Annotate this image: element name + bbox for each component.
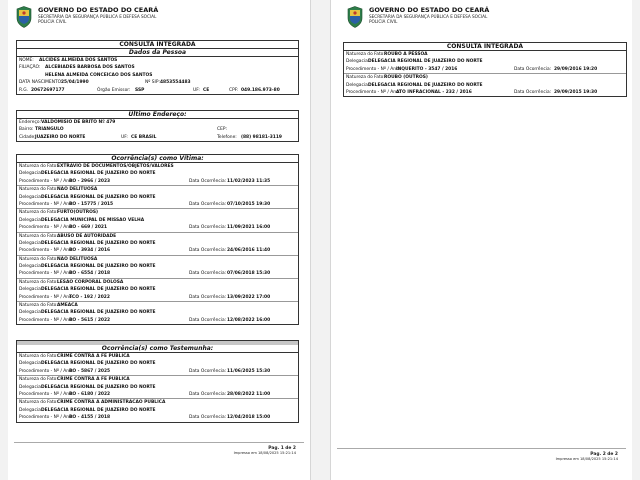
police-station: DELEGACIA REGIONAL DE JUAZEIRO DO NORTE — [41, 407, 156, 413]
procedure-row: Procedimento - Nº / Ano: BO - 6180 / 2022 Data Ocorrência: 28/08/2022 11:00 — [19, 391, 271, 397]
police-station: DELEGACIA REGIONAL DE JUAZEIRO DO NORTE — [41, 361, 156, 367]
police-station: DELEGACIA REGIONAL DE JUAZEIRO DO NORTE — [41, 287, 156, 293]
occurrence-date: 07/06/2018 15:30 — [227, 271, 271, 277]
nature-row: Natureza do Fato: NAO DELITUOSA — [19, 187, 98, 193]
procedure-number: ATO INFRACIONAL - 232 / 2016 — [396, 89, 472, 95]
document-page-2 — [330, 0, 632, 480]
person-data-box — [16, 40, 299, 95]
procedure-number: BO - 6554 / 2018 — [69, 271, 111, 277]
nature-row: Natureza do Fato: AMEACA — [19, 303, 78, 309]
uf: CE — [203, 87, 210, 93]
occurrence-entry — [344, 74, 626, 96]
person-section-title: Dados da Pessoa — [17, 49, 298, 57]
nature-row: Natureza do Fato: CRIME CONTRA A FE PUBLICA — [19, 354, 130, 359]
street-row: Endereço: VALDOMISIO DE BRITO Nº 479 — [19, 120, 116, 125]
footer-rule — [337, 448, 626, 449]
police-station: DELEGACIA REGIONAL DE JUAZEIRO DO NORTE — [41, 384, 156, 390]
occurrence-entry — [17, 209, 298, 232]
print-timestamp: Impresso em 18/08/2025 15:21:14 — [555, 457, 618, 461]
address-box — [16, 110, 299, 142]
document-page-1 — [8, 0, 311, 480]
government-title: GOVERNO DO ESTADO DO CEARÁ — [369, 6, 490, 14]
procedure-row: Procedimento - Nº / Ano: BO - 4155 / 2018 Data Ocorrência: 12/04/2018 15:00 — [19, 415, 271, 421]
print-timestamp: Impresso em 18/08/2025 15:21:14 — [233, 451, 296, 455]
document-row: R.G. 20672697177 Órgão Emissor: SSP UF: CE CPF: 049.186.973-80 — [19, 87, 280, 93]
page-header — [16, 6, 296, 32]
secretariat-name: SECRETARIA DA SEGURANÇA PÚBLICA E DEFESA SOCIAL — [38, 14, 157, 19]
phone: (88) 98181-3119 — [241, 134, 282, 140]
occurrence-entry — [17, 376, 298, 399]
station-row: Delegacia: DELEGACIA REGIONAL DE JUAZEIRO DO NORTE — [19, 264, 156, 270]
occurrence-entry — [17, 353, 298, 376]
occurrence-entry — [17, 399, 298, 421]
occurrence-entry — [17, 186, 298, 209]
occurrence-nature: CRIME CONTRA A FE PUBLICA — [57, 377, 130, 383]
occurrence-date: 13/09/2022 17:00 — [227, 294, 271, 300]
witness-occurrences-box — [16, 340, 299, 423]
victim-section-title: Ocorrência(s) como Vítima: — [17, 155, 298, 163]
station-row: Delegacia: DELEGACIA REGIONAL DE JUAZEIRO DO NORTE — [346, 82, 483, 88]
footer-rule — [14, 442, 304, 443]
page-number: Pag. 2 de 2 — [590, 452, 618, 457]
procedure-row: Procedimento - Nº / Ano: BO - 2966 / 2023 Data Ocorrência: 11/02/2023 11:35 — [19, 178, 271, 184]
police-station: DELEGACIA REGIONAL DE JUAZEIRO DO NORTE — [41, 264, 156, 270]
procedure-number: BO - 2966 / 2023 — [69, 178, 111, 184]
name-row: NOME: ALCIDES ALMEIDA DOS SANTOS — [19, 58, 118, 63]
father-row: FILIAÇÃO: ALCEBIADES BARBOSA DOS SANTOS — [19, 65, 135, 71]
district-row: Bairro: TRIANGULO CEP: — [19, 127, 227, 133]
nature-row: Natureza do Fato: ROUBO A PESSOA — [346, 52, 428, 57]
station-row: Delegacia: DELEGACIA REGIONAL DE JUAZEIRO DO NORTE — [19, 407, 156, 413]
occurrence-date: 11/02/2023 11:35 — [227, 178, 271, 184]
city: JUAZEIRO DO NORTE — [35, 134, 86, 140]
district: TRIANGULO — [35, 127, 64, 133]
occurrence-entry — [17, 256, 298, 279]
occurrence-date: 28/08/2022 11:00 — [227, 391, 271, 397]
procedure-number: INQUERITO - 3547 / 2016 — [396, 66, 458, 72]
nature-row: Natureza do Fato: CRIME CONTRA A ADMINISTRACAO PUBLICA — [19, 400, 166, 406]
nature-row: Natureza do Fato: ROUBO (OUTROS) — [346, 75, 428, 81]
nature-row: Natureza do Fato: EXTRAVIO DE DOCUMENTOS/OBJETOS/VALORES — [19, 164, 174, 169]
occurrence-date: 12/08/2022 16:00 — [227, 317, 271, 323]
occurrence-nature: ROUBO A PESSOA — [384, 52, 428, 57]
occurrence-nature: CRIME CONTRA A ADMINISTRACAO PUBLICA — [57, 400, 166, 406]
occurrence-entry — [344, 51, 626, 74]
police-station: DELEGACIA REGIONAL DE JUAZEIRO DO NORTE — [368, 59, 483, 65]
procedure-row: Procedimento - Nº / Ano: BO - 5867 / 2025 Data Ocorrência: 11/06/2025 15:30 — [19, 368, 271, 374]
page-footer — [556, 452, 618, 462]
person-name: ALCIDES ALMEIDA DOS SANTOS — [39, 58, 118, 63]
occurrence-nature: FURTO(OUTROS) — [57, 210, 99, 216]
occurrence-entry — [17, 163, 298, 186]
street: VALDOMISIO DE BRITO Nº 479 — [41, 120, 116, 125]
occurrence-nature: ABUSO DE AUTORIDADE — [57, 233, 117, 239]
father-name: ALCEBIADES BARBOSA DOS SANTOS — [45, 65, 135, 71]
station-row: Delegacia: DELEGACIA REGIONAL DE JUAZEIRO DO NORTE — [19, 194, 156, 200]
occurrence-date: 11/06/2025 15:30 — [227, 368, 271, 374]
address-uf: CE BRASIL — [131, 134, 157, 140]
city-row: Cidade: JUAZEIRO DO NORTE UF: CE BRASIL Telefone: (88) 98181-3119 — [19, 134, 282, 140]
procedure-number: BO - 5867 / 2025 — [69, 368, 111, 374]
occurrence-nature: ROUBO (OUTROS) — [384, 75, 428, 81]
police-name: POLICIA CIVIL — [38, 19, 67, 24]
witness-list — [17, 353, 298, 422]
witness-section-title: Ocorrência(s) como Testemunha: — [17, 345, 298, 353]
police-station: DELEGACIA REGIONAL DE JUAZEIRO DO NORTE — [41, 240, 156, 246]
occurrence-entry — [17, 233, 298, 256]
occurrence-date: 12/04/2018 15:00 — [227, 415, 271, 421]
occurrence-nature: LESAO CORPORAL DOLOSA — [57, 279, 124, 285]
address-section-title: Último Endereço: — [17, 111, 298, 119]
procedure-number: BO - 5615 / 2022 — [69, 317, 111, 323]
occurrence-nature: AMEACA — [57, 303, 78, 309]
mother-name: HELENA ALMEIDA CONCEICAO DOS SANTOS — [45, 72, 153, 78]
station-row: Delegacia: DELEGACIA REGIONAL DE JUAZEIRO DO NORTE — [346, 59, 483, 65]
station-row: Delegacia: DELEGACIA REGIONAL DE JUAZEIRO DO NORTE — [19, 361, 156, 367]
station-row: Delegacia: DELEGACIA REGIONAL DE JUAZEIRO DO NORTE — [19, 310, 156, 316]
procedure-row: Procedimento - Nº / Ano: BO - 6554 / 2018 Data Ocorrência: 07/06/2018 15:30 — [19, 271, 271, 277]
page-number: Pag. 1 de 2 — [268, 446, 296, 451]
occurrence-date: 11/09/2021 16:00 — [227, 225, 271, 231]
procedure-number: TCO - 192 / 2022 — [69, 294, 110, 300]
station-row: Delegacia: DELEGACIA REGIONAL DE JUAZEIRO DO NORTE — [19, 384, 156, 390]
procedure-number: BO - 15775 / 2015 — [69, 201, 114, 207]
birth-row: DATA NASCIMENTO: 25/04/1990 Nº SIP: 4853554483 — [19, 80, 191, 86]
police-station: DELEGACIA REGIONAL DE JUAZEIRO DO NORTE — [41, 310, 156, 316]
procedure-row: Procedimento - Nº / Ano: INQUERITO - 3547 / 2016 Data Ocorrência: 29/09/2016 19:20 — [346, 66, 598, 72]
station-row: Delegacia: DELEGACIA REGIONAL DE JUAZEIRO DO NORTE — [19, 287, 156, 293]
police-station: DELEGACIA REGIONAL DE JUAZEIRO DO NORTE — [41, 171, 156, 177]
nature-row: Natureza do Fato: FURTO(OUTROS) — [19, 210, 99, 216]
procedure-number: BO - 3934 / 2016 — [69, 248, 111, 254]
victim-list — [17, 163, 298, 324]
occurrence-date: 29/09/2016 19:20 — [554, 66, 598, 72]
author-list — [344, 51, 626, 96]
occurrence-nature: EXTRAVIO DE DOCUMENTOS/OBJETOS/VALORES — [57, 164, 174, 169]
police-station: DELEGACIA MUNICIPAL DE MISSAO VELHA — [41, 217, 145, 223]
secretariat-name: SECRETARIA DA SEGURANÇA PÚBLICA E DEFESA SOCIAL — [369, 14, 488, 19]
nature-row: Natureza do Fato: CRIME CONTRA A FE PUBLICA — [19, 377, 130, 383]
government-title: GOVERNO DO ESTADO DO CEARÁ — [38, 6, 159, 14]
occurrence-nature: CRIME CONTRA A FE PUBLICA — [57, 354, 130, 359]
procedure-number: BO - 669 / 2021 — [69, 225, 108, 231]
sip-number: 4853554483 — [160, 80, 191, 86]
occurrence-date: 07/10/2015 19:30 — [227, 201, 271, 207]
occurrence-date: 29/09/2015 19:30 — [554, 89, 598, 95]
document-title: CONSULTA INTEGRADA — [344, 43, 626, 51]
mother-row — [17, 72, 298, 79]
procedure-row: Procedimento - Nº / Ano: TCO - 192 / 2022 Data Ocorrência: 13/09/2022 17:00 — [19, 294, 271, 300]
procedure-number: BO - 4155 / 2018 — [69, 415, 111, 421]
state-crest-icon — [16, 6, 32, 28]
police-name: POLICIA CIVIL — [369, 19, 398, 24]
occurrence-date: 24/06/2016 11:40 — [227, 248, 271, 254]
procedure-row: Procedimento - Nº / Ano: BO - 669 / 2021 Data Ocorrência: 11/09/2021 16:00 — [19, 225, 271, 231]
occurrence-entry — [17, 279, 298, 302]
rg-number: 20672697177 — [31, 87, 65, 93]
occurrence-entry — [17, 302, 298, 324]
station-row: Delegacia: DELEGACIA REGIONAL DE JUAZEIRO DO NORTE — [19, 171, 156, 177]
procedure-row: Procedimento - Nº / Ano: BO - 3934 / 2016 Data Ocorrência: 24/06/2016 11:40 — [19, 248, 271, 254]
occurrence-nature: NAO DELITUOSA — [57, 256, 98, 262]
document-title: CONSULTA INTEGRADA — [17, 41, 298, 49]
page-footer — [234, 446, 296, 456]
nature-row: Natureza do Fato: NAO DELITUOSA — [19, 256, 98, 262]
police-station: DELEGACIA REGIONAL DE JUAZEIRO DO NORTE — [41, 194, 156, 200]
station-row: Delegacia: DELEGACIA REGIONAL DE JUAZEIRO DO NORTE — [19, 240, 156, 246]
nature-row: Natureza do Fato: LESAO CORPORAL DOLOSA — [19, 279, 124, 285]
state-crest-icon — [347, 6, 363, 28]
procedure-row: Procedimento - Nº / Ano: ATO INFRACIONAL - 232 / 2016 Data Ocorrência: 29/09/2015 19:30 — [346, 89, 598, 95]
page-header — [347, 6, 627, 32]
police-station: DELEGACIA REGIONAL DE JUAZEIRO DO NORTE — [368, 82, 483, 88]
occurrence-nature: NAO DELITUOSA — [57, 187, 98, 193]
station-row: Delegacia: DELEGACIA MUNICIPAL DE MISSAO VELHA — [19, 217, 145, 223]
cpf: 049.186.973-80 — [241, 87, 280, 93]
procedure-row: Procedimento - Nº / Ano: BO - 15775 / 2015 Data Ocorrência: 07/10/2015 19:30 — [19, 201, 271, 207]
procedure-row: Procedimento - Nº / Ano: BO - 5615 / 2022 Data Ocorrência: 12/08/2022 16:00 — [19, 317, 271, 323]
birth-date: 25/04/1990 — [61, 80, 89, 86]
issuer: SSP — [135, 87, 145, 93]
procedure-number: BO - 6180 / 2022 — [69, 391, 111, 397]
author-occurrences-box — [343, 42, 627, 97]
nature-row: Natureza do Fato: ABUSO DE AUTORIDADE — [19, 233, 117, 239]
victim-occurrences-box — [16, 154, 299, 325]
